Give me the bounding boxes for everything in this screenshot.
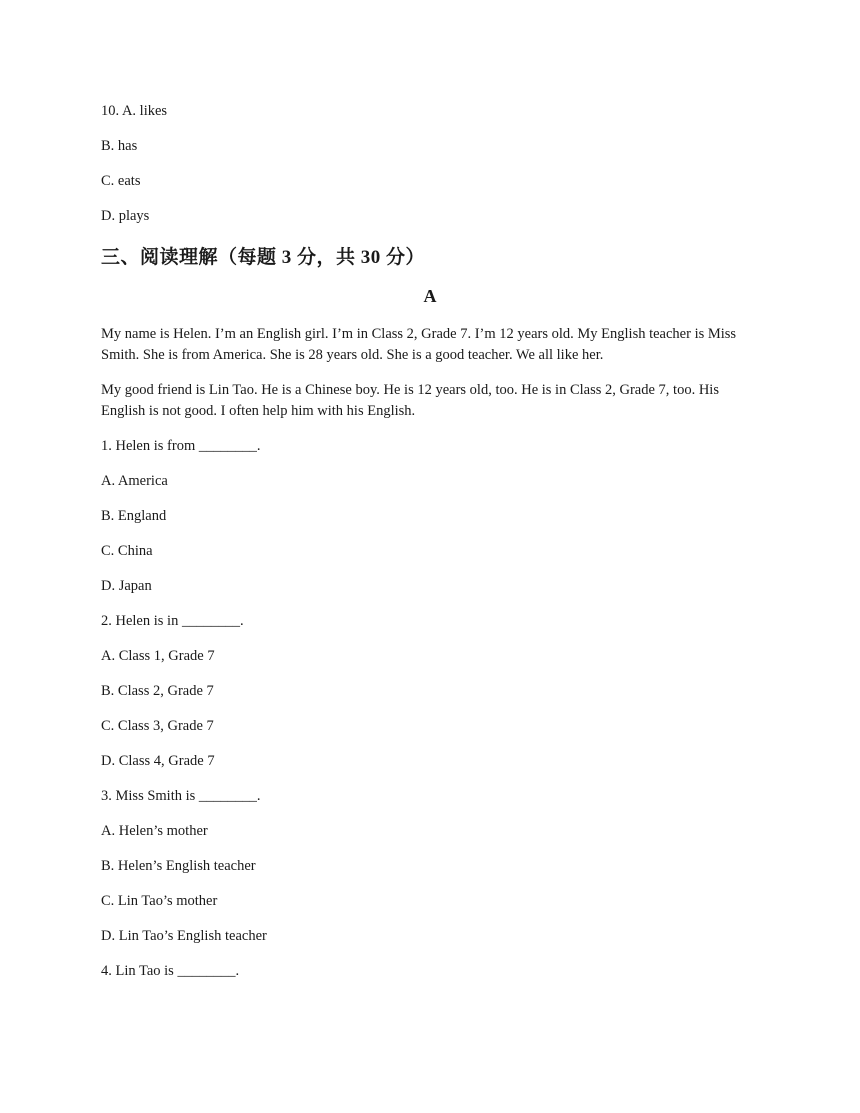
question-2-option-c: C. Class 3, Grade 7 [101, 718, 214, 734]
question-1-option-a: A. America [101, 473, 168, 489]
q10-option-b: B. has [101, 138, 138, 154]
passage-paragraph-1: My name is Helen. I’m an English girl. I’m in Class 2, Grade 7. I’m 12 years old. My English teacher is Miss Smith. She is from America. She is 28 years old. She is a good teacher. We all like her. [101, 326, 737, 363]
question-3-option-d: D. Lin Tao’s English teacher [101, 928, 267, 944]
question-3-stem: 3. Miss Smith is ________. [101, 788, 261, 804]
q10-option-c: C. eats [101, 173, 141, 189]
question-1-option-d: D. Japan [101, 578, 152, 594]
question-3-option-b: B. Helen’s English teacher [101, 858, 256, 874]
question-1-option-c: C. China [101, 543, 153, 559]
question-2-option-b: B. Class 2, Grade 7 [101, 683, 214, 699]
question-4-stem: 4. Lin Tao is ________. [101, 963, 240, 979]
question-3-option-a: A. Helen’s mother [101, 823, 208, 839]
question-2-stem: 2. Helen is in ________. [101, 613, 244, 629]
question-1-option-b: B. England [101, 508, 167, 524]
question-1-stem: 1. Helen is from ________. [101, 438, 261, 454]
passage-title: A [423, 286, 437, 306]
passage-paragraph-2: My good friend is Lin Tao. He is a Chinese boy. He is 12 years old, too. He is in Class 2, Grade 7, too. His English is not good. I often help him with his English. [101, 382, 719, 419]
q10-stem: 10. A. likes [101, 103, 168, 119]
section-heading: 三、阅读理解（每题 3 分，共 30 分） [101, 247, 426, 268]
question-2-option-a: A. Class 1, Grade 7 [101, 648, 215, 664]
question-3-option-c: C. Lin Tao’s mother [101, 893, 218, 909]
q10-option-d: D. plays [101, 208, 150, 224]
question-2-option-d: D. Class 4, Grade 7 [101, 753, 215, 769]
